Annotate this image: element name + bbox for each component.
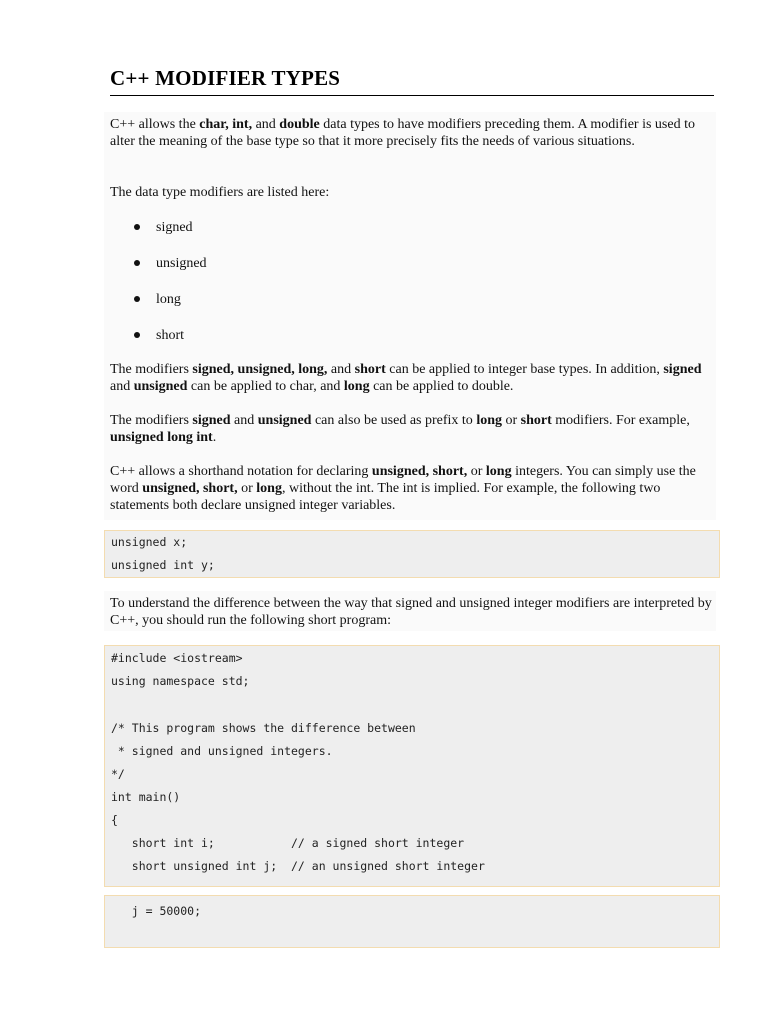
text-run: can be applied to char, and bbox=[187, 379, 344, 394]
text-run: or bbox=[502, 413, 521, 428]
intro-paragraph bbox=[110, 116, 714, 150]
bold-term: long bbox=[256, 481, 282, 496]
code-line: { bbox=[111, 813, 118, 827]
bold-term: long bbox=[485, 464, 512, 479]
code-line: */ bbox=[111, 767, 125, 781]
bold-term: long bbox=[343, 379, 370, 394]
bold-term: unsigned, short, bbox=[371, 464, 468, 479]
bold-term: unsigned bbox=[133, 379, 188, 394]
bold-term: short bbox=[520, 413, 552, 428]
text-run: data types to have modifiers preceding them. A modifier is used to alter the meaning of the base type so that it more precisely fits the needs of various situations. bbox=[110, 117, 695, 149]
bold-term: unsigned long int bbox=[110, 430, 213, 445]
list-intro: The data type modifiers are listed here: bbox=[110, 185, 330, 200]
bold-term: signed bbox=[192, 413, 231, 428]
text-run: integers. You can simply use the word bbox=[110, 464, 696, 496]
text-run: can be applied to double. bbox=[369, 379, 514, 394]
code-line: using namespace std; bbox=[111, 674, 250, 688]
text-run: The modifiers bbox=[110, 362, 193, 377]
bold-term: unsigned bbox=[257, 413, 312, 428]
shorthand-paragraph bbox=[110, 463, 714, 514]
code-line: #include <iostream> bbox=[111, 651, 243, 665]
text-run: , without the int. The int is implied. For example, the following two statements both declare unsigned integer variables. bbox=[110, 481, 661, 513]
bold-term: signed, unsigned, long, bbox=[192, 362, 328, 377]
text-run: and bbox=[327, 362, 355, 377]
text-run: modifiers. For example, bbox=[551, 413, 690, 428]
code-block bbox=[104, 645, 720, 887]
list-item-label: long bbox=[156, 292, 181, 307]
text-run: and bbox=[252, 117, 280, 132]
code-line: * signed and unsigned integers. bbox=[111, 744, 333, 758]
prefix-paragraph bbox=[110, 412, 714, 446]
text-run: or bbox=[467, 464, 486, 479]
bold-term: signed bbox=[663, 362, 702, 377]
bullet-icon bbox=[134, 296, 140, 302]
bullet-icon bbox=[134, 224, 140, 230]
text-run: C++ allows a shorthand notation for declaring bbox=[110, 464, 372, 479]
code-line: unsigned x; bbox=[111, 535, 188, 549]
prose-block bbox=[104, 591, 716, 631]
text-run: . bbox=[212, 430, 217, 445]
text-run: C++ allows the bbox=[110, 117, 200, 132]
applies-paragraph bbox=[110, 361, 714, 395]
list-item-label: signed bbox=[156, 220, 193, 235]
code-block bbox=[104, 530, 720, 578]
understand-paragraph: To understand the difference between the way that signed and unsigned integer modifiers are interpreted by C++, you should run the following short program: bbox=[110, 596, 712, 628]
text-run: and bbox=[230, 413, 258, 428]
code-line: short unsigned int j; // an unsigned short integer bbox=[111, 859, 485, 873]
bold-term: double bbox=[279, 117, 320, 132]
text-run: can also be used as prefix to bbox=[311, 413, 477, 428]
prose-block bbox=[104, 112, 716, 520]
code-line: unsigned int y; bbox=[111, 558, 215, 572]
code-line: int main() bbox=[111, 790, 181, 804]
text-run: can be applied to integer base types. In addition, bbox=[385, 362, 664, 377]
code-line: /* This program shows the difference between bbox=[111, 721, 416, 735]
bold-term: unsigned, short, bbox=[142, 481, 238, 496]
list-item-label: short bbox=[156, 328, 184, 343]
text-run: The modifiers bbox=[110, 413, 193, 428]
bullet-icon bbox=[134, 332, 140, 338]
bullet-icon bbox=[134, 260, 140, 266]
code-line: j = 50000; bbox=[111, 904, 202, 918]
text-run: and bbox=[110, 379, 134, 394]
bold-term: long bbox=[476, 413, 502, 428]
bold-term: char, int, bbox=[199, 117, 253, 132]
page-title: C++ MODIFIER TYPES bbox=[110, 66, 714, 96]
code-line: short int i; // a signed short integer bbox=[111, 836, 465, 850]
code-block bbox=[104, 895, 720, 948]
text-run: or bbox=[237, 481, 257, 496]
bold-term: short bbox=[354, 362, 386, 377]
list-item-label: unsigned bbox=[156, 256, 207, 271]
